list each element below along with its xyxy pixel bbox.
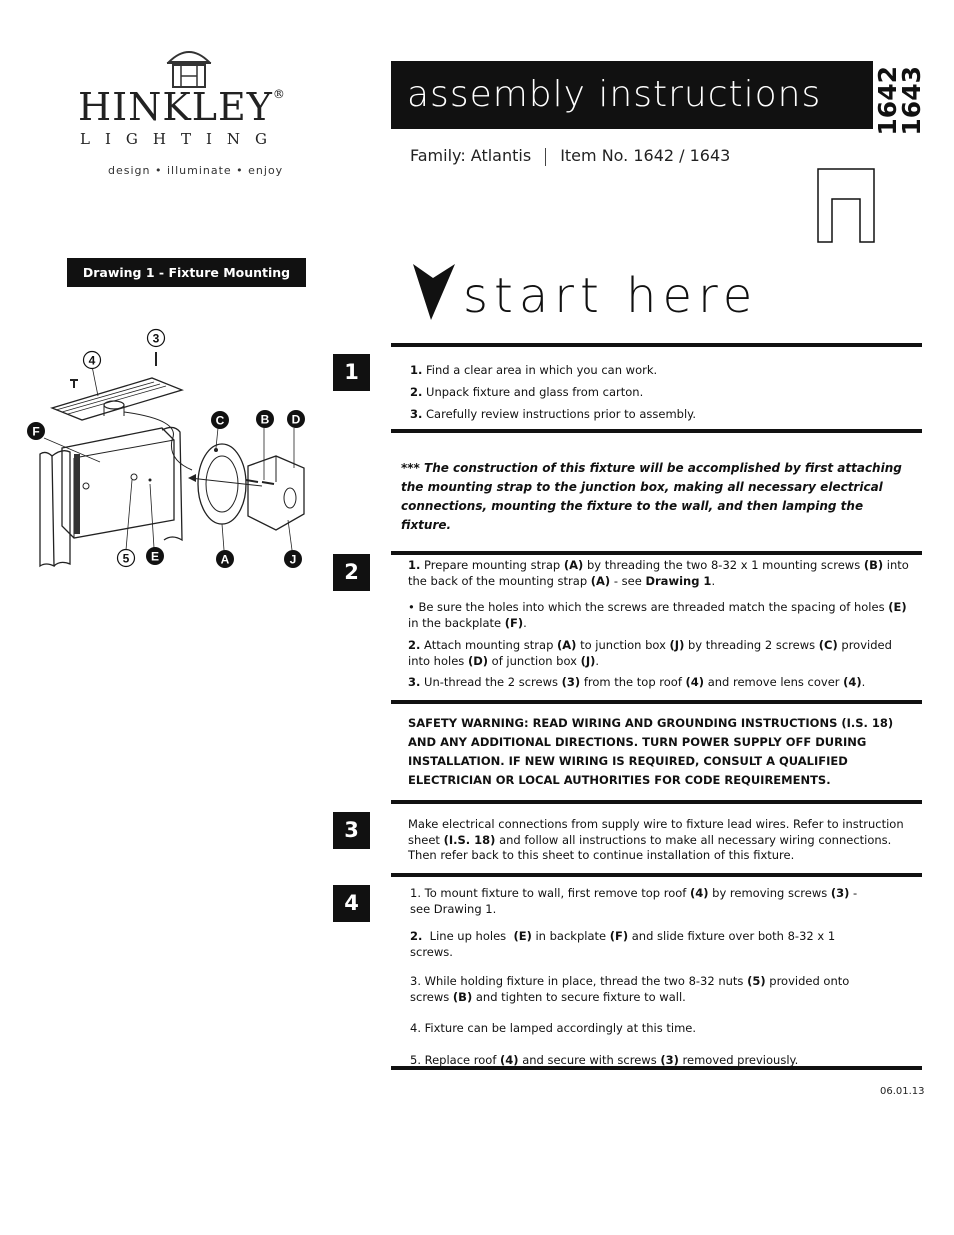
section-rule xyxy=(391,800,922,804)
step-1-text: 1. Find a clear area in which you can work. 2. Unpack fixture and glass from carton. 3. Carefully review instructions prior to assembly. xyxy=(410,363,697,421)
section-rule xyxy=(391,429,922,433)
arrow-down-icon xyxy=(411,262,457,322)
brand-name: HINKLEY® xyxy=(78,85,286,129)
callout-3: 3 xyxy=(152,331,160,346)
item-label: Item No. 1642 / 1643 xyxy=(560,146,731,165)
step-4-text: 1. To mount fixture to wall, first remove top roof (4) by removing screws (3) - see Drawing 1. 2. Line up holes (E) in backplate (F) and slide fixture over both 8-32 x 1 screws. 3. While holding fixture in place, thread the two 8-32 nuts (5) provided onto screws (B) and tighten to secure fixture to wall. 4. Fixture can be lamped accordingly at this time. 5. Replace roof (4) and secure with screws (3) removed previously. xyxy=(410,886,858,1067)
brand-subtitle: LIGHTING xyxy=(80,130,282,148)
section-rule xyxy=(391,1066,922,1070)
callout-J: J xyxy=(289,552,297,567)
page-title: assembly instructions xyxy=(391,61,873,129)
step-number-1: 1 xyxy=(333,354,370,391)
family-label: Family: Atlantis xyxy=(410,146,532,165)
callout-A: A xyxy=(220,552,230,567)
safety-warning: SAFETY WARNING: READ WIRING AND GROUNDING INSTRUCTIONS (I.S. 18) AND ANY ADDITIONAL DIRECTIONS. TURN POWER SUPPLY OFF DURING INSTALLATION. IF NEW WIRING IS REQUIRED, CONSULT A QUALIFIED ELECTRICIAN OR LOCAL AUTHORITIES FOR CODE REQUIREMENTS. xyxy=(408,716,894,787)
callout-F: F xyxy=(32,424,40,439)
step-3-text: Make electrical connections from supply wire to fixture lead wires. Refer to instruction sheet (I.S. 18) and follow all instructions to make all necessary wiring connections. Then refer back to this sheet to continue installation of this fixture. xyxy=(408,817,904,862)
section-rule xyxy=(391,551,922,555)
step-number-4: 4 xyxy=(333,885,370,922)
step-number-2: 2 xyxy=(333,554,370,591)
item-numbers-vertical: 1642 1643 xyxy=(873,66,926,136)
callout-B: B xyxy=(260,412,270,427)
callout-5: 5 xyxy=(122,551,130,566)
section-rule xyxy=(391,700,922,704)
family-line xyxy=(410,146,730,166)
callout-C: C xyxy=(215,413,225,428)
drawing-label: Drawing 1 - Fixture Mounting xyxy=(67,258,306,287)
fixture-mounting-diagram xyxy=(22,320,322,580)
start-here-heading: start here xyxy=(463,268,759,324)
brand-tagline: design • illuminate • enjoy xyxy=(108,164,284,177)
step-number-3: 3 xyxy=(333,812,370,849)
revision-date: 06.01.13 xyxy=(880,1086,925,1097)
section-rule xyxy=(391,343,922,347)
callout-E: E xyxy=(150,549,160,564)
lantern-logo-icon xyxy=(163,44,215,90)
callout-D: D xyxy=(291,412,301,427)
construction-note: *** The construction of this fixture will be accomplished by first attaching the mounting strap to the junction box, making all necessary electrical connections, mounting the fixture to the wall, and then lamping the fixture. xyxy=(401,461,902,532)
section-rule xyxy=(391,873,922,877)
fixture-outline-icon xyxy=(816,167,876,243)
step-2-text: 1. Prepare mounting strap (A) by threading the two 8-32 x 1 mounting screws (B) into the back of the mounting strap (A) - see Drawing 1. • Be sure the holes into which the screws are threaded match the spacing of holes (E) in the backplate (F). 2. Attach mounting strap (A) to junction box (J) by threading 2 screws (C) provided into holes (D) of junction box (J). 3. Un-thread the 2 screws (3) from the top roof (4) and remove lens cover (4). xyxy=(408,558,909,689)
callout-4: 4 xyxy=(88,353,96,368)
